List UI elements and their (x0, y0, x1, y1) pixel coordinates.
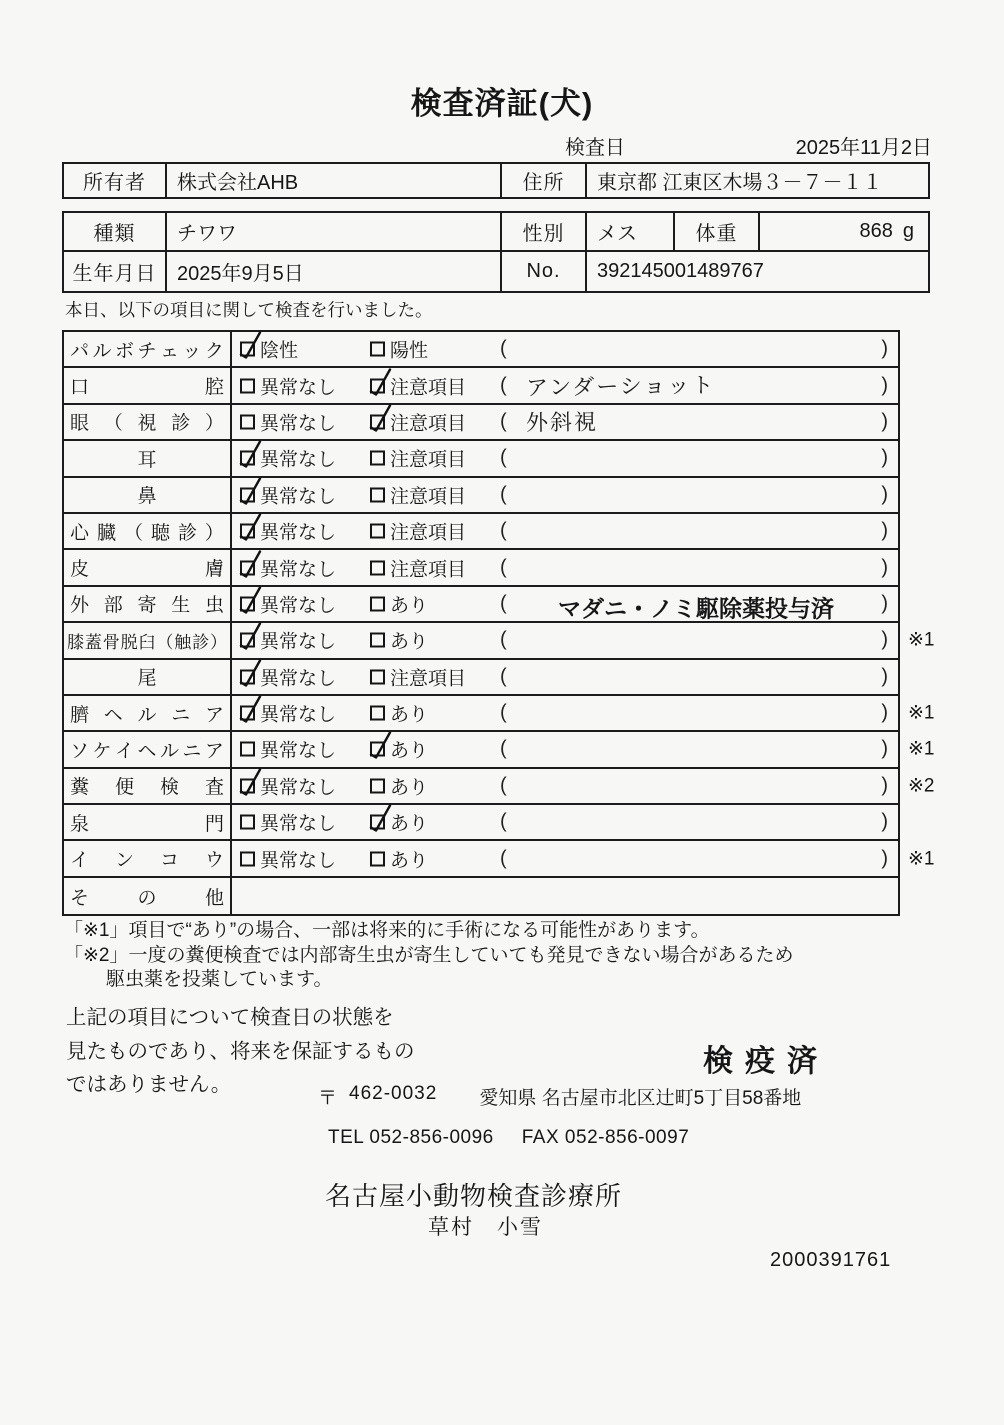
checkbox-checked-icon[interactable] (240, 342, 255, 357)
ref-marker: ※1 (908, 702, 935, 724)
paren-close: ) (881, 810, 888, 833)
weight-unit: g (902, 220, 914, 242)
handwritten-check-icon (237, 473, 263, 507)
exam-row-content (232, 332, 898, 366)
option-label: 異常なし (260, 668, 337, 690)
weight-value (760, 213, 928, 250)
handwritten-note: アンダーショット (525, 372, 716, 400)
paren-close: ) (881, 483, 888, 506)
handwritten-check-icon (237, 328, 263, 362)
exam-date-label: 検査日 (565, 137, 625, 159)
option-label: あり (390, 631, 429, 653)
exam-item-label (64, 587, 232, 621)
option-2[interactable] (370, 663, 466, 690)
pet-info-row-1 (64, 213, 928, 252)
pet-info-row-2 (64, 252, 928, 291)
ref-marker: ※1 (908, 848, 935, 870)
handwritten-check-icon (237, 619, 263, 653)
paren-close: ) (881, 556, 888, 579)
paren-close: ) (881, 847, 888, 870)
option-2[interactable] (370, 481, 466, 508)
paren-open: ( (500, 483, 507, 506)
option-label: 異常なし (260, 777, 337, 799)
handwritten-check-icon (367, 728, 393, 762)
option-1[interactable] (240, 445, 336, 472)
checkbox-icon[interactable] (370, 669, 385, 684)
quarantine-passed-stamp: 検疫済 (703, 1045, 829, 1078)
exam-date-value: 2025年11月2日 (795, 137, 932, 159)
checkbox-checked-icon[interactable] (370, 742, 385, 757)
footnotes (64, 919, 794, 993)
exam-row-5 (64, 478, 898, 514)
checkbox-checked-icon[interactable] (240, 633, 255, 648)
checkbox-icon[interactable] (240, 851, 255, 866)
exam-item-label (64, 878, 232, 914)
checkbox-checked-icon[interactable] (240, 706, 255, 721)
handwritten-check-icon (237, 655, 263, 689)
exam-item-label (64, 805, 232, 839)
examiner-name: 草村 小雪 (428, 1216, 543, 1239)
ref-marker: ※1 (908, 738, 935, 760)
intro-sentence: 本日、以下の項目に関して検査を行いました。 (65, 300, 433, 320)
option-2[interactable] (370, 554, 466, 581)
option-1[interactable] (240, 481, 336, 508)
weight-number: 868 (859, 220, 893, 242)
option-label: 異常なし (260, 704, 337, 726)
exam-row-1 (64, 332, 898, 368)
paren-close: ) (881, 774, 888, 797)
paren-open: ( (500, 519, 507, 542)
paren-close: ) (881, 628, 888, 651)
paren-close: ) (881, 737, 888, 760)
no-label: No. (502, 252, 587, 291)
option-1[interactable] (240, 772, 336, 799)
option-2[interactable] (370, 590, 428, 617)
option-label: 注意項目 (390, 377, 467, 399)
exam-item-label (64, 368, 232, 402)
exam-row-14 (64, 805, 898, 841)
checkbox-checked-icon[interactable] (240, 560, 255, 575)
option-1[interactable] (240, 736, 336, 763)
option-label: あり (390, 777, 429, 799)
exam-item-label (64, 478, 232, 512)
checkbox-icon[interactable] (370, 778, 385, 793)
handwritten-check-icon (237, 692, 263, 726)
handwritten-check-icon (237, 546, 263, 580)
exam-row-content (232, 405, 898, 439)
checkbox-checked-icon[interactable] (240, 778, 255, 793)
option-1[interactable] (240, 590, 336, 617)
postal-code: 462-0032 (349, 1083, 438, 1104)
option-2[interactable] (370, 700, 428, 727)
option-label: 注意項目 (390, 413, 467, 435)
exam-row-7 (64, 550, 898, 586)
exam-item-label-text: 膝 蓋 骨 脱 臼 （ 触 診 ） (67, 632, 227, 652)
paren-open: ( (500, 665, 507, 688)
checkbox-icon[interactable] (370, 633, 385, 648)
birth-label: 生年月日 (64, 252, 167, 291)
exam-item-label-text: 尾 (137, 668, 157, 690)
exam-item-label (64, 405, 232, 439)
breed-label: 種類 (64, 213, 167, 250)
weight-label: 体重 (675, 213, 760, 250)
exam-item-label-text: イ ン コ ウ (70, 850, 224, 872)
paren-open: ( (500, 592, 507, 615)
paren-open: ( (500, 737, 507, 760)
checkbox-icon[interactable] (370, 596, 385, 611)
exam-row-content (232, 623, 935, 657)
paren-open: ( (500, 628, 507, 651)
clinic-fax: FAX 052-856-0097 (521, 1127, 690, 1148)
paren-close: ) (881, 374, 888, 397)
breed-value: チワワ (167, 213, 502, 250)
checkbox-checked-icon[interactable] (240, 524, 255, 539)
checkbox-checked-icon[interactable] (240, 487, 255, 502)
option-label: 異常なし (260, 631, 337, 653)
paren-open: ( (500, 410, 507, 433)
option-1[interactable] (240, 845, 336, 872)
handwritten-check-icon (237, 764, 263, 798)
checkbox-checked-icon[interactable] (240, 451, 255, 466)
option-1[interactable] (240, 336, 298, 363)
exam-row-3 (64, 405, 898, 441)
handwritten-check-icon (367, 801, 393, 835)
paren-close: ) (881, 446, 888, 469)
exam-row-11 (64, 696, 935, 732)
handwritten-note: 外斜視 (525, 409, 599, 436)
option-label: 異常なし (260, 813, 337, 835)
handwritten-check-icon (237, 582, 263, 616)
paren-close: ) (881, 410, 888, 433)
option-label: 異常なし (260, 850, 337, 872)
option-label: 異常なし (260, 413, 337, 435)
handwritten-check-icon (367, 364, 393, 398)
exam-item-label (64, 732, 232, 766)
exam-row-content (232, 478, 898, 512)
option-label: あり (390, 704, 429, 726)
option-1[interactable] (240, 408, 336, 435)
exam-row-content (232, 805, 898, 839)
option-label: 異常なし (260, 559, 337, 581)
checkbox-checked-icon[interactable] (240, 596, 255, 611)
exam-row-15 (64, 841, 935, 877)
option-label: 注意項目 (390, 668, 467, 690)
paren-open: ( (500, 774, 507, 797)
exam-item-label (64, 441, 232, 475)
option-label: 陰性 (260, 340, 299, 362)
paren-open: ( (500, 556, 507, 579)
birth-value: 2025年9月5日 (167, 252, 502, 291)
paren-close: ) (881, 592, 888, 615)
exam-item-label (64, 769, 232, 803)
paren-close: ) (881, 701, 888, 724)
exam-row-content (232, 441, 898, 475)
exam-row-6 (64, 514, 898, 550)
exam-row-content (232, 878, 898, 914)
option-label: 異常なし (260, 595, 337, 617)
exam-row-content (232, 660, 898, 694)
sex-label: 性別 (502, 213, 587, 250)
exam-row-content (232, 587, 898, 621)
option-2[interactable] (370, 736, 428, 763)
option-2[interactable] (370, 372, 466, 399)
owner-address-value: 東京都 江東区木場３－７－１１ (597, 172, 883, 194)
exam-row-content (232, 841, 935, 875)
exam-row-content (232, 368, 898, 402)
owner-value: 株式会社AHB (167, 164, 502, 197)
option-1[interactable] (240, 663, 336, 690)
checkbox-icon[interactable] (370, 451, 385, 466)
exam-row-4 (64, 441, 898, 477)
exam-item-label-text: 眼 （ 視 診 ） (70, 413, 224, 435)
exam-item-label (64, 514, 232, 548)
exam-row-2 (64, 368, 898, 404)
clinic-postal-address (318, 1083, 801, 1110)
exam-item-label-text: そ の 他 (70, 887, 224, 909)
exam-item-label-text: 糞 便 検 査 (70, 777, 224, 799)
option-label: あり (390, 595, 429, 617)
paren-open: ( (500, 701, 507, 724)
checkbox-icon[interactable] (370, 560, 385, 575)
handwritten-check-icon (237, 510, 263, 544)
exam-row-content (232, 732, 935, 766)
exam-row-content (232, 550, 898, 584)
exam-item-label-text: 心 臓 （ 聴 診 ） (70, 522, 224, 544)
option-label: 異常なし (260, 740, 337, 762)
option-2[interactable] (370, 627, 428, 654)
pet-info-table (62, 211, 930, 293)
option-label: あり (390, 850, 429, 872)
clinic-name: 名古屋小動物検査診療所 (325, 1181, 623, 1211)
option-label: 注意項目 (390, 559, 467, 581)
exam-row-content (232, 769, 935, 803)
exam-item-label (64, 696, 232, 730)
owner-table (62, 162, 930, 199)
handwritten-check-icon (237, 437, 263, 471)
ref-marker: ※2 (908, 775, 935, 797)
disclaimer-line-2: 見たものであり、将来を保証するもの (66, 1039, 415, 1063)
checkbox-checked-icon[interactable] (370, 378, 385, 393)
clinic-tel: TEL 052-856-0096 (328, 1127, 494, 1148)
option-label: 異常なし (260, 449, 337, 471)
option-label: 異常なし (260, 377, 337, 399)
checkbox-icon[interactable] (240, 414, 255, 429)
checkbox-checked-icon[interactable] (370, 815, 385, 830)
page-title: 検査済証(犬) (410, 86, 594, 121)
option-2[interactable] (370, 772, 428, 799)
paren-close: ) (881, 665, 888, 688)
paren-open: ( (500, 847, 507, 870)
exam-row-9 (64, 623, 935, 659)
owner-row (64, 164, 928, 197)
handwritten-check-icon (367, 400, 393, 434)
paren-open: ( (500, 446, 507, 469)
option-2[interactable] (370, 518, 466, 545)
disclaimer-line-3: ではありません。 (66, 1073, 232, 1096)
paren-close: ) (881, 337, 888, 360)
footnote-1: 「※1」項目で“あり”の場合、一部は将来的に手術になる可能性があります。 (64, 920, 710, 941)
option-2[interactable] (370, 336, 428, 363)
exam-item-label-text: 耳 (137, 449, 157, 471)
exam-item-label (64, 660, 232, 694)
exam-item-label-text: 鼻 (137, 486, 157, 508)
postal-mark-icon: 〒 (318, 1088, 338, 1109)
checkbox-icon[interactable] (240, 742, 255, 757)
option-1[interactable] (240, 700, 336, 727)
exam-item-label-text: 臍 ヘ ル ニ ア (70, 704, 224, 726)
checkbox-checked-icon[interactable] (240, 669, 255, 684)
option-1[interactable] (240, 627, 336, 654)
option-2[interactable] (370, 809, 428, 836)
exam-date-row (565, 131, 932, 160)
option-label: 陽性 (390, 340, 429, 362)
no-value: 392145001489767 (597, 260, 764, 282)
ref-marker: ※1 (908, 629, 935, 651)
footnote-2: 「※2」一度の糞便検査では内部寄生虫が寄生していても発見できない場合があるため (64, 944, 794, 966)
printed-note: マダニ・ノミ駆除薬投与済 (558, 595, 834, 622)
owner-label: 所有者 (64, 164, 167, 197)
exam-row-content (232, 696, 935, 730)
clinic-phone-row (328, 1127, 689, 1149)
option-label: あり (390, 740, 429, 762)
disclaimer-line-1: 上記の項目について検査日の状態を (66, 1006, 394, 1029)
exam-item-label-text: 外 部 寄 生 虫 (70, 595, 224, 617)
sex-value: メス (587, 213, 675, 250)
serial-number: 2000391761 (770, 1249, 892, 1271)
exam-item-label (64, 332, 232, 366)
option-label: 注意項目 (390, 522, 467, 544)
footnote-2-continued: 駆虫薬を投薬しています。 (106, 969, 333, 990)
paren-close: ) (881, 519, 888, 542)
checkbox-icon[interactable] (370, 524, 385, 539)
option-label: あり (390, 813, 429, 835)
exam-item-label (64, 550, 232, 584)
exam-row-10 (64, 660, 898, 696)
option-1[interactable] (240, 809, 336, 836)
exam-row-13 (64, 769, 935, 805)
paren-open: ( (500, 337, 507, 360)
option-2[interactable] (370, 408, 466, 435)
clinic-address: 愛知県 名古屋市北区辻町5丁目58番地 (479, 1088, 802, 1109)
checkbox-icon[interactable] (370, 487, 385, 502)
checkbox-icon[interactable] (370, 706, 385, 721)
option-1[interactable] (240, 518, 336, 545)
exam-row-12 (64, 732, 935, 768)
exam-row-16 (64, 878, 898, 914)
paren-open: ( (500, 374, 507, 397)
checkbox-icon[interactable] (240, 815, 255, 830)
exam-row-content (232, 514, 898, 548)
option-label: 異常なし (260, 486, 337, 508)
option-1[interactable] (240, 554, 336, 581)
exam-item-label (64, 841, 232, 875)
exam-item-label-text: パ ル ボ チ ェ ッ ク (70, 340, 224, 362)
option-label: 注意項目 (390, 449, 467, 471)
exam-item-label-text: 泉 門 (70, 813, 224, 835)
checkbox-icon[interactable] (370, 342, 385, 357)
exam-item-label-text: ソ ケ イ ヘ ル ニ ア (70, 740, 224, 762)
exam-item-label (64, 623, 232, 657)
checkbox-icon[interactable] (240, 378, 255, 393)
paren-open: ( (500, 810, 507, 833)
exam-item-label-text: 口 腔 (70, 377, 224, 399)
option-1[interactable] (240, 372, 336, 399)
option-label: 異常なし (260, 522, 337, 544)
checkbox-checked-icon[interactable] (370, 414, 385, 429)
option-label: 注意項目 (390, 486, 467, 508)
exam-table (62, 330, 935, 916)
exam-item-label-text: 皮 膚 (70, 559, 224, 581)
option-2[interactable] (370, 445, 466, 472)
exam-row-8 (64, 587, 898, 623)
owner-address-label: 住所 (502, 164, 587, 197)
checkbox-icon[interactable] (370, 851, 385, 866)
option-2[interactable] (370, 845, 428, 872)
